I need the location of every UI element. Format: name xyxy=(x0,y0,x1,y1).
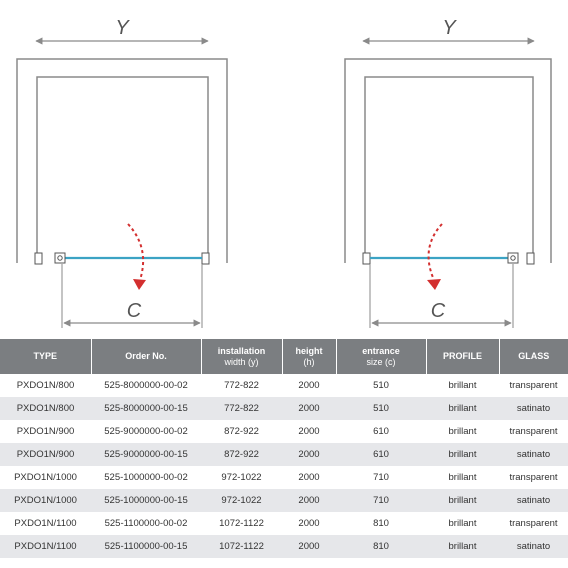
cell-height: 2000 xyxy=(282,374,336,397)
outer-frame xyxy=(345,59,551,263)
cell-profile: brillant xyxy=(426,489,499,512)
specification-table xyxy=(0,339,568,558)
header-installation-width: installation width (y) xyxy=(201,339,282,374)
header-profile: PROFILE xyxy=(426,339,499,374)
cell-glass: transparent xyxy=(499,374,568,397)
cell-entrance-size: 810 xyxy=(336,535,426,558)
cell-profile: brillant xyxy=(426,466,499,489)
cell-installation-width: 1072-1122 xyxy=(201,512,282,535)
cell-type: PXDO1N/900 xyxy=(0,420,91,443)
cell-order-no: 525-8000000-00-02 xyxy=(91,374,201,397)
cell-order-no: 525-9000000-00-15 xyxy=(91,443,201,466)
entrance-label-c: C xyxy=(430,300,446,322)
inner-frame xyxy=(365,77,533,255)
cell-installation-width: 772-822 xyxy=(201,374,282,397)
cell-installation-width: 772-822 xyxy=(201,397,282,420)
door-swing-arrow xyxy=(128,224,143,280)
cell-entrance-size: 710 xyxy=(336,466,426,489)
wall-profile-right xyxy=(527,253,534,264)
cell-installation-width: 972-1022 xyxy=(201,466,282,489)
outer-frame xyxy=(17,59,227,263)
cell-glass: transparent xyxy=(499,512,568,535)
cell-type: PXDO1N/800 xyxy=(0,374,91,397)
wall-profile-left xyxy=(363,253,370,264)
cell-type: PXDO1N/800 xyxy=(0,397,91,420)
cell-height: 2000 xyxy=(282,512,336,535)
door-swing-arrowhead xyxy=(133,279,146,290)
cell-glass: satinato xyxy=(499,443,568,466)
cell-type: PXDO1N/1100 xyxy=(0,512,91,535)
table-row xyxy=(0,489,568,512)
header-glass: GLASS xyxy=(499,339,568,374)
cell-height: 2000 xyxy=(282,535,336,558)
cell-entrance-size: 510 xyxy=(336,374,426,397)
width-label-y: Y xyxy=(442,17,456,39)
cell-installation-width: 872-922 xyxy=(201,420,282,443)
cell-order-no: 525-1000000-00-15 xyxy=(91,489,201,512)
cell-entrance-size: 710 xyxy=(336,489,426,512)
cell-profile: brillant xyxy=(426,420,499,443)
inner-frame xyxy=(37,77,208,255)
cell-glass: transparent xyxy=(499,420,568,443)
cell-installation-width: 1072-1122 xyxy=(201,535,282,558)
table-row xyxy=(0,535,568,558)
cell-height: 2000 xyxy=(282,420,336,443)
table-row xyxy=(0,443,568,466)
table-body xyxy=(0,374,568,558)
cell-profile: brillant xyxy=(426,374,499,397)
table-row xyxy=(0,466,568,489)
cell-type: PXDO1N/1100 xyxy=(0,535,91,558)
cell-order-no: 525-1100000-00-02 xyxy=(91,512,201,535)
cell-entrance-size: 510 xyxy=(336,397,426,420)
cell-profile: brillant xyxy=(426,535,499,558)
header-row xyxy=(0,339,568,374)
header-order-no: Order No. xyxy=(91,339,201,374)
cell-entrance-size: 810 xyxy=(336,512,426,535)
cell-order-no: 525-8000000-00-15 xyxy=(91,397,201,420)
cell-order-no: 525-9000000-00-02 xyxy=(91,420,201,443)
cell-height: 2000 xyxy=(282,397,336,420)
cell-order-no: 525-1000000-00-02 xyxy=(91,466,201,489)
cell-profile: brillant xyxy=(426,443,499,466)
header-height: height (h) xyxy=(282,339,336,374)
cell-type: PXDO1N/1000 xyxy=(0,466,91,489)
hinge xyxy=(55,253,65,263)
cell-type: PXDO1N/1000 xyxy=(0,489,91,512)
header-type: TYPE xyxy=(0,339,91,374)
cell-glass: transparent xyxy=(499,466,568,489)
door-swing-arrow xyxy=(429,224,442,280)
cell-height: 2000 xyxy=(282,443,336,466)
cell-installation-width: 972-1022 xyxy=(201,489,282,512)
header-entrance-size: entrance size (c) xyxy=(336,339,426,374)
cell-height: 2000 xyxy=(282,489,336,512)
entrance-label-c: C xyxy=(126,300,142,322)
cell-entrance-size: 610 xyxy=(336,420,426,443)
table-row xyxy=(0,512,568,535)
cell-height: 2000 xyxy=(282,466,336,489)
table-header xyxy=(0,339,568,374)
table-row xyxy=(0,420,568,443)
cell-glass: satinato xyxy=(499,397,568,420)
table-row xyxy=(0,374,568,397)
cell-glass: satinato xyxy=(499,535,568,558)
width-label-y: Y xyxy=(115,17,129,39)
table-row xyxy=(0,397,568,420)
cell-profile: brillant xyxy=(426,397,499,420)
cell-profile: brillant xyxy=(426,512,499,535)
wall-profile-left xyxy=(35,253,42,264)
wall-profile-right xyxy=(202,253,209,264)
door-swing-arrowhead xyxy=(427,279,441,290)
hinge xyxy=(508,253,518,263)
cell-order-no: 525-1100000-00-15 xyxy=(91,535,201,558)
diagram-left-hinge xyxy=(17,17,227,328)
cell-type: PXDO1N/900 xyxy=(0,443,91,466)
cell-installation-width: 872-922 xyxy=(201,443,282,466)
cell-glass: satinato xyxy=(499,489,568,512)
diagram-right-hinge xyxy=(345,17,551,328)
cell-entrance-size: 610 xyxy=(336,443,426,466)
